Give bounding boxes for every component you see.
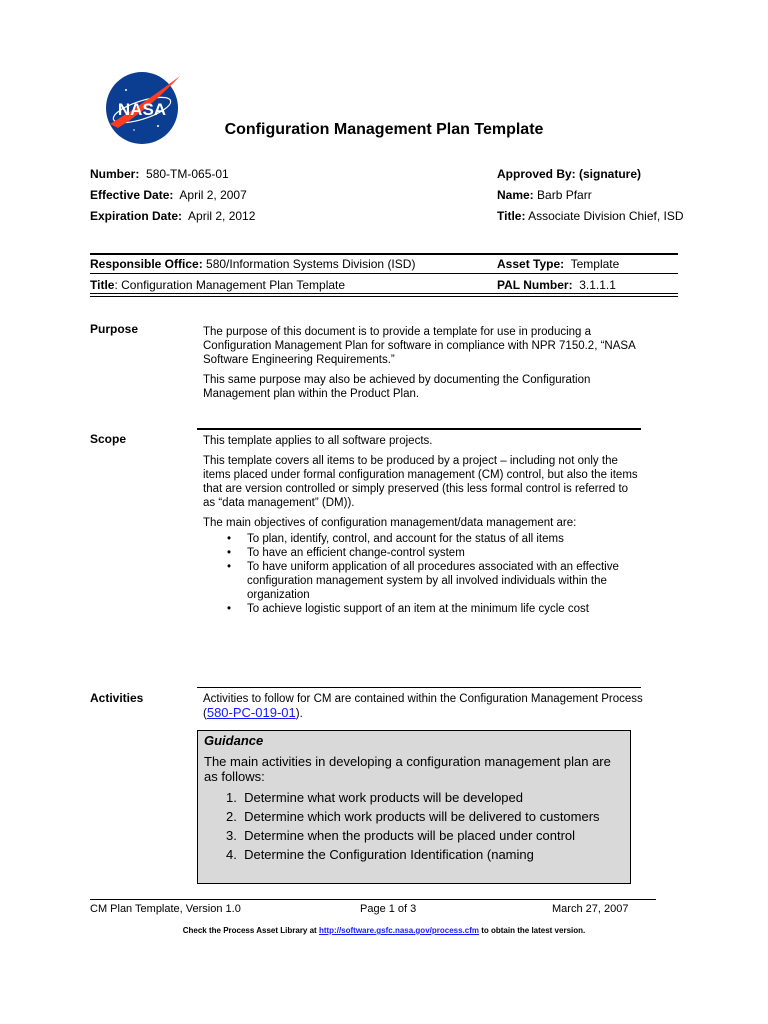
responsible-office: Responsible Office: 580/Information Systems Division (ISD) [90, 257, 416, 271]
footnote: Check the Process Asset Library at http://software.gsfc.nasa.gov/process.cfm to obtain the latest version. [182, 926, 586, 935]
info-bottom-rule-2 [90, 296, 678, 297]
purpose-body [203, 325, 643, 407]
guidance-box [197, 730, 631, 884]
right-meta [497, 167, 684, 230]
scope-rule [197, 428, 641, 430]
list-item: 4. Determine the Configuration Identification (naming [226, 847, 534, 862]
asset-type: Asset Type: Template [497, 257, 620, 271]
left-meta [90, 167, 255, 230]
footer-date: March 27, 2007 [552, 903, 629, 915]
number-row: Number: 580-TM-065-01 [90, 167, 229, 181]
logo-text: NASA [117, 100, 167, 119]
info-bottom-rule-1 [90, 293, 678, 294]
approved-by-row: Approved By: (signature) [497, 167, 642, 181]
list-item: 3. Determine when the products will be placed under control [226, 828, 576, 843]
scope-paragraph-2: This template covers all items to be produced by a project – including not only the items placed under formal configuration management (CM) control, but also the items that are version controlled or simply preserved (this less formal control is referred to as “data management” (DM)). [203, 455, 638, 509]
guidance-heading: Guidance [204, 733, 264, 748]
guidance-steps [204, 790, 624, 862]
objectives-list [203, 532, 643, 616]
activities-label: Activities [90, 691, 144, 705]
effective-date-row: Effective Date: April 2, 2007 [90, 188, 247, 202]
scope-body [203, 434, 643, 616]
purpose-paragraph-2: This same purpose may also be achieved by documenting the Configuration Management plan within the Product Plan. [203, 374, 591, 400]
activities-body: Activities to follow for CM are contained within the Configuration Management Process (580-PC-019-01). [203, 693, 643, 720]
info-top-rule [90, 253, 678, 255]
scope-paragraph-1: This template applies to all software projects. [203, 435, 433, 447]
list-item: 1. Determine what work products will be developed [226, 790, 523, 805]
library-link[interactable]: http://software.gsfc.nasa.gov/process.cfm [318, 926, 479, 935]
approver-title-row: Title: Associate Division Chief, ISD [497, 209, 684, 223]
process-link[interactable]: 580-PC-019-01 [206, 705, 296, 720]
scope-label: Scope [90, 432, 127, 446]
list-item: 2. Determine which work products will be delivered to customers [226, 809, 600, 824]
list-item: • To have uniform application of all procedures associated with an effective configuration management system by all involved individuals within the organization [225, 560, 643, 602]
activities-rule [197, 687, 641, 688]
list-item: • To achieve logistic support of an item at the minimum life cycle cost [225, 602, 643, 616]
footer-rule [90, 899, 656, 900]
info-mid-rule [90, 273, 678, 274]
name-row: Name: Barb Pfarr [497, 188, 592, 202]
guidance-intro: The main activities in developing a configuration management plan are as follows: [204, 754, 611, 784]
purpose-paragraph-1: The purpose of this document is to provide a template for use in producing a Configuration Management Plan for software in compliance with NPR 7150.2, “NASA Software Engineering Requirements.” [203, 326, 636, 366]
expiration-date-row: Expiration Date: April 2, 2012 [90, 209, 256, 223]
document-title: Configuration Management Plan Template [224, 121, 544, 138]
template-title: Title: Configuration Management Plan Template [90, 278, 346, 292]
list-item: • To plan, identify, control, and account for the status of all items [225, 532, 643, 546]
purpose-label: Purpose [90, 322, 139, 336]
list-item: • To have an efficient change-control system [225, 546, 643, 560]
footer-page: Page 1 of 3 [360, 903, 417, 915]
scope-paragraph-3: The main objectives of configuration management/data management are: [203, 517, 577, 529]
pal-number: PAL Number: 3.1.1.1 [497, 278, 616, 292]
footer-left: CM Plan Template, Version 1.0 [90, 903, 241, 915]
